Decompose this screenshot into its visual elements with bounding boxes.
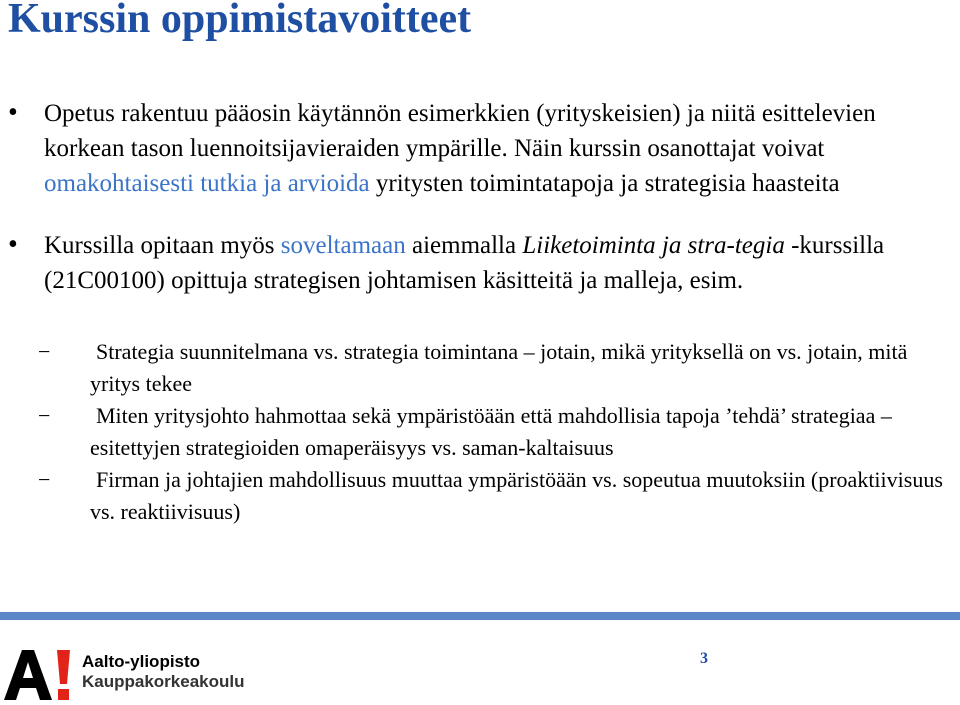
dash-marker: − bbox=[38, 467, 51, 492]
logo-line-2: Kauppakorkeakoulu bbox=[82, 672, 245, 691]
university-name bbox=[82, 652, 245, 692]
bullet-text-part: Kurssilla opitaan myös bbox=[44, 232, 281, 259]
bullet-marker: • bbox=[8, 229, 18, 260]
bullet-text-part: aiemmalla bbox=[405, 232, 523, 259]
course-name: Liiketoiminta ja stra-tegia bbox=[522, 232, 785, 259]
bullet-text bbox=[44, 228, 952, 298]
bullet-text bbox=[44, 96, 952, 201]
logo-line-1: Aalto-yliopisto bbox=[82, 652, 201, 671]
highlighted-phrase: soveltamaan bbox=[280, 232, 406, 259]
bullet-marker: • bbox=[8, 97, 18, 128]
sub-item-text: Firman ja johtajien mahdollisuus muuttaa ympäristöään vs. sopeutua muutoksiin (proaktiivisuus vs. reaktiivisuus) bbox=[90, 467, 943, 524]
sub-item-text: Miten yritysjohto hahmottaa sekä ympäristöään että mahdollisia tapoja ’tehdä’ strategiaa – esitettyjen strategioiden omaperäisyys vs. saman-kaltaisuus bbox=[90, 403, 892, 460]
slide-title: Kurssin oppimistavoitteet bbox=[8, 0, 472, 42]
page-number: 3 bbox=[700, 650, 708, 667]
footer-divider bbox=[0, 612, 960, 620]
bullet-text-part: yritysten toimintatapoja ja strategisia haasteita bbox=[369, 170, 840, 197]
bullet-text-part: -kurssilla (21C00100) opittuja strategisen johtamisen käsitteitä ja malleja, esim. bbox=[44, 232, 885, 294]
dash-marker: − bbox=[38, 339, 51, 364]
sub-item-text: Strategia suunnitelmana vs. strategia toimintana – jotain, mikä yrityksellä on vs. jotain, mitä yritys tekee bbox=[90, 339, 908, 396]
aalto-logo-icon bbox=[2, 646, 80, 702]
highlighted-phrase: omakohtaisesti tutkia ja arvioida bbox=[44, 170, 370, 197]
bullet-text-part: Opetus rakentuu pääosin käytännön esimerkkien (yrityskeisien) ja niitä esittelevien korkean tason luennoitsijavieraiden ympärille. Näin kurssin osanottajat voivat bbox=[44, 100, 876, 162]
dash-marker: − bbox=[38, 403, 51, 428]
